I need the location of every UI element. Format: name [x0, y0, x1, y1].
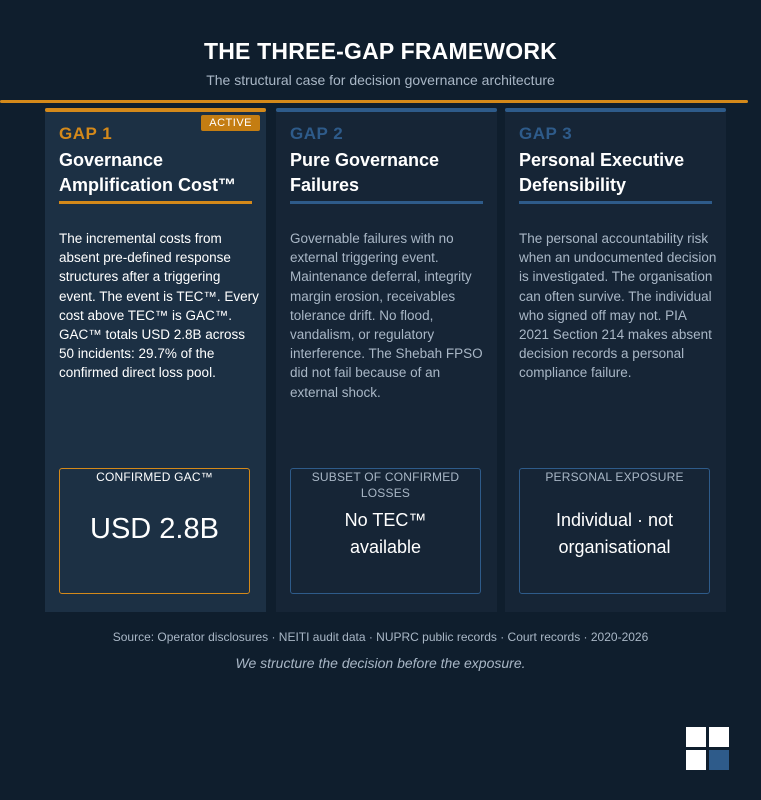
- gap-cards: [45, 108, 726, 612]
- metric-box: [519, 468, 710, 594]
- gap-card-3: [505, 108, 726, 612]
- card-title: Personal Executive Defensibility: [519, 150, 685, 195]
- card-title: Pure Governance Failures: [290, 150, 440, 195]
- card-body: The personal accountability risk when an undocumented decision is investigated. The organisation can often survive. The individual who signed off may not. PIA 2021 Section 214 makes absent decision records a personal compliance failure.: [519, 231, 717, 381]
- metric-box: [59, 468, 250, 594]
- card-accent-bar: [45, 108, 266, 112]
- four-square-logo-icon: [686, 727, 730, 771]
- source-note: Source: Operator disclosures · NEITI audit data · NUPRC public records · Court records · 2020-2026: [112, 630, 649, 644]
- metric-label: PERSONAL EXPOSURE: [545, 470, 684, 484]
- card-title: Governance Amplification Cost™: [59, 150, 237, 195]
- title-rule: [290, 201, 483, 204]
- title-rule: [59, 201, 252, 204]
- page-subtitle: The structural case for decision governance architecture: [206, 72, 555, 88]
- metric-label: CONFIRMED GAC™: [96, 470, 213, 484]
- card-body: The incremental costs from absent pre-defined response structures after a triggering event. The event is TEC™. Every cost above TEC™ is GAC™. GAC™ totals USD 2.8B across 50 incidents: 29.7% of the confirmed direct loss pool.: [59, 231, 259, 381]
- card-body: Governable failures with no external triggering event. Maintenance deferral, integrity margin erosion, receivables tolerance drift. No flood, vandalism, or regulatory interference. The Shebah FPSO did not fail because of an external shock.: [290, 231, 483, 400]
- card-accent-bar: [505, 108, 726, 112]
- metric-value: Individual · not organisational: [555, 510, 674, 557]
- gap-label: GAP 3: [519, 124, 573, 143]
- metric-value: No TEC™ available: [344, 510, 427, 557]
- gap-label: GAP 1: [59, 124, 113, 143]
- metric-box: [290, 468, 481, 594]
- metric-label: SUBSET OF CONFIRMED LOSSES: [311, 470, 460, 500]
- card-accent-bar: [276, 108, 497, 112]
- tagline: We structure the decision before the exposure.: [235, 655, 526, 671]
- gap-label: GAP 2: [290, 124, 344, 143]
- metric-value: USD 2.8B: [90, 513, 219, 545]
- header-divider: [0, 100, 748, 103]
- title-rule: [519, 201, 712, 204]
- gap-card-1: [45, 108, 266, 612]
- gap-card-2: [276, 108, 497, 612]
- page-title: THE THREE-GAP FRAMEWORK: [203, 38, 557, 64]
- active-badge: ACTIVE: [201, 115, 260, 131]
